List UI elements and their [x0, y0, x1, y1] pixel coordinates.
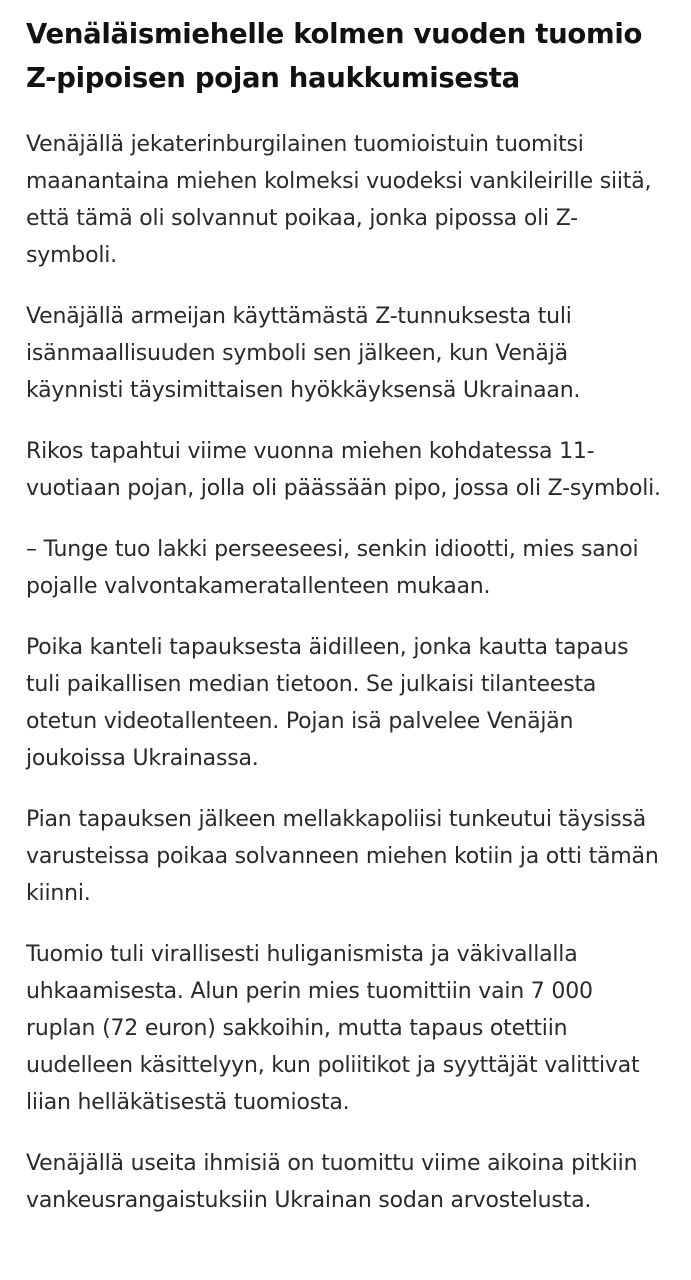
article-paragraph: Pian tapauksen jälkeen mellakkapoliisi tunkeutui täysissä varusteissa poikaa solvanneen miehen kotiin ja otti tämän kiinni.	[26, 807, 659, 906]
article-paragraph: Venäjällä useita ihmisiä on tuomittu viime aikoina pitkiin vankeusrangaistuksiin Ukrainan sodan arvostelusta.	[26, 1151, 638, 1213]
article-headline: Venäläismiehelle kolmen vuoden tuomio Z-pipoisen pojan haukkumisesta	[26, 18, 643, 94]
article-paragraph: Venäjällä armeijan käyttämästä Z-tunnuksesta tuli isänmaallisuuden symboli sen jälkeen, kun Venäjä käynnisti täysimittaisen hyökkäyksensä Ukrainaan.	[26, 304, 581, 403]
article-paragraph: Tuomio tuli virallisesti huliganismista ja väkivallalla uhkaamisesta. Alun perin mies tuomittiin vain 7 000 ruplan (72 euron) sakkoihin, mutta tapaus otettiin uudelleen käsittelyyn, kun poliitikot ja syyttäjät valittivat liian helläkätisestä tuomiosta.	[26, 942, 640, 1115]
article-paragraph: Rikos tapahtui viime vuonna miehen kohdatessa 11-vuotiaan pojan, jolla oli päässään pipo, jossa oli Z-symboli.	[26, 439, 661, 501]
article-paragraph: Poika kanteli tapauksesta äidilleen, jonka kautta tapaus tuli paikallisen median tietoon. Se julkaisi tilanteesta otetun videotallenteen. Pojan isä palvelee Venäjän joukoissa Ukrainassa.	[26, 635, 629, 771]
article-paragraph: – Tunge tuo lakki perseeseesi, senkin idiootti, mies sanoi pojalle valvontakameratallenteen mukaan.	[26, 537, 639, 599]
article-paragraph: Venäjällä jekaterinburgilainen tuomioistuin tuomitsi maanantaina miehen kolmeksi vuodeksi vankileirille siitä, että tämä oli solvannut poikaa, jonka pipossa oli Z-symboli.	[26, 132, 652, 268]
